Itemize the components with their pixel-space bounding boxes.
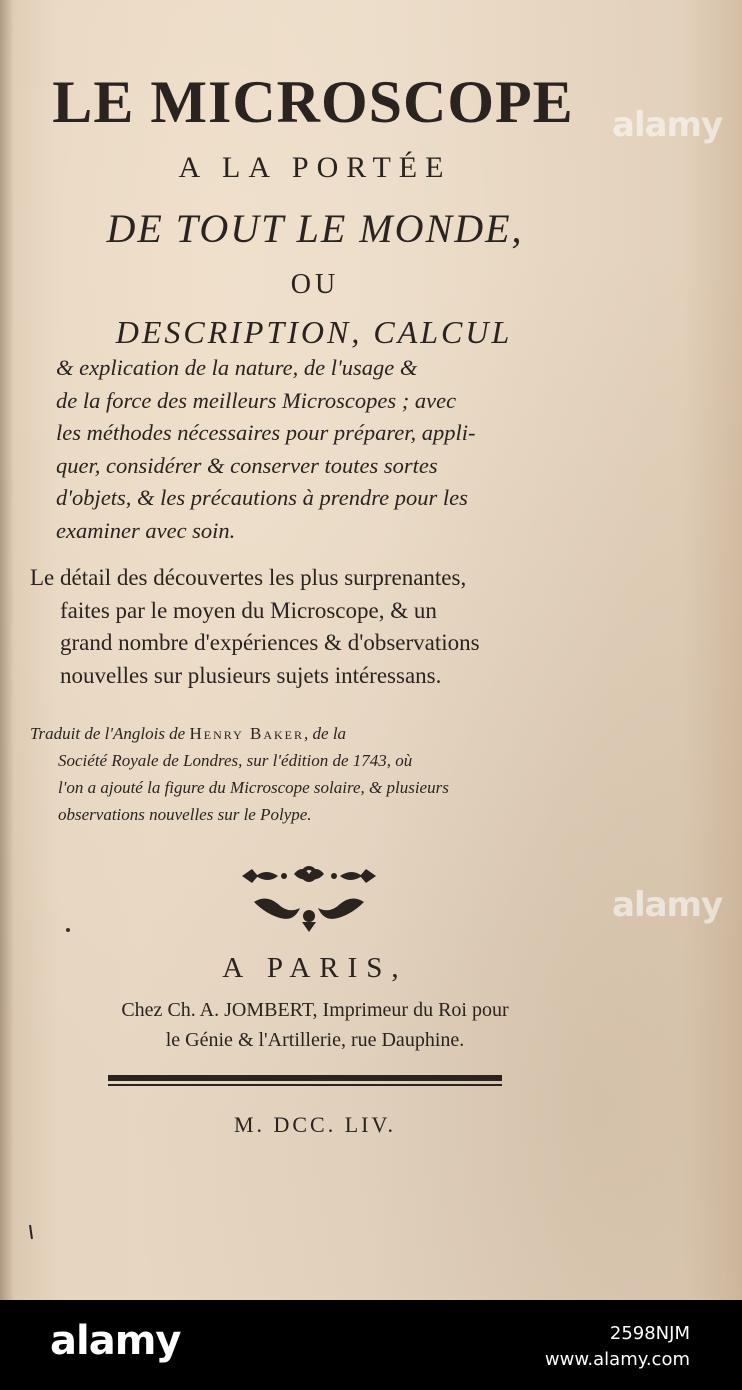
page-binding-shadow — [0, 0, 14, 1300]
title-subline-a-la-portee: A LA PORTÉE — [178, 151, 452, 184]
imprint-address: le Génie & l'Artillerie, rue Dauphine. — [165, 1029, 465, 1051]
translation-note — [30, 720, 590, 828]
description-line: de la force des meilleurs Microscopes ; avec — [56, 387, 457, 413]
description-line: & explication de la nature, de l'usage & — [56, 355, 418, 380]
translation-line: observations nouvelles sur le Polype. — [58, 805, 312, 824]
description-line: d'objets, & les précautions à prendre pour les — [56, 485, 468, 510]
imprint-city: A PARIS, — [222, 952, 408, 984]
translation-suffix: , de la — [304, 724, 347, 743]
imprint-date: M. DCC. LIV. — [233, 1112, 397, 1137]
author-name: Henry Baker — [189, 724, 305, 743]
title-subline-description: DESCRIPTION, CALCUL — [115, 314, 513, 350]
detail-paragraph — [30, 562, 600, 692]
translation-prefix: Traduit de l'Anglois de — [30, 724, 190, 743]
printers-ornament-icon — [234, 860, 384, 935]
description-line: les méthodes nécessaires pour préparer, appli- — [56, 420, 476, 445]
image-code: 2598NJM — [609, 1323, 690, 1344]
rule-thick — [108, 1075, 502, 1081]
double-rule-divider — [108, 1075, 502, 1087]
title-subline-ou: OU — [290, 269, 340, 300]
footer-site-link[interactable]: www.alamy.com — [544, 1349, 690, 1370]
imprint-publisher: Chez Ch. A. JOMBERT, Imprimeur du Roi pour — [121, 999, 509, 1021]
translation-line — [30, 720, 590, 747]
detail-line: nouvelles sur plusieurs sujets intéressans. — [60, 662, 442, 688]
detail-line: faites par le moyen du Microscope, & un — [60, 597, 437, 623]
translation-line: Société Royale de Londres, sur l'édition de 1743, où — [58, 751, 413, 770]
ink-mark — [29, 1225, 33, 1239]
description-line: quer, considérer & conserver toutes sortes — [56, 452, 438, 478]
detail-line: grand nombre d'expériences & d'observations — [60, 630, 480, 655]
watermark-logo: alamy — [612, 105, 723, 145]
title-subline-de-tout-le-monde: DE TOUT LE MONDE, — [106, 206, 524, 251]
watermark-logo: alamy — [612, 885, 723, 925]
rule-thin — [108, 1084, 502, 1086]
footer-logo: alamy — [50, 1318, 181, 1364]
ink-speck — [66, 928, 70, 932]
detail-line: Le détail des découvertes les plus surprenantes, — [30, 565, 467, 590]
translation-line: l'on a ajouté la figure du Microscope solaire, & plusieurs — [58, 778, 449, 797]
description-line: examiner avec soin. — [56, 517, 236, 543]
stock-footer-bar — [0, 1300, 742, 1390]
description-paragraph — [56, 352, 596, 547]
title-main: LE MICROSCOPE — [52, 69, 574, 135]
